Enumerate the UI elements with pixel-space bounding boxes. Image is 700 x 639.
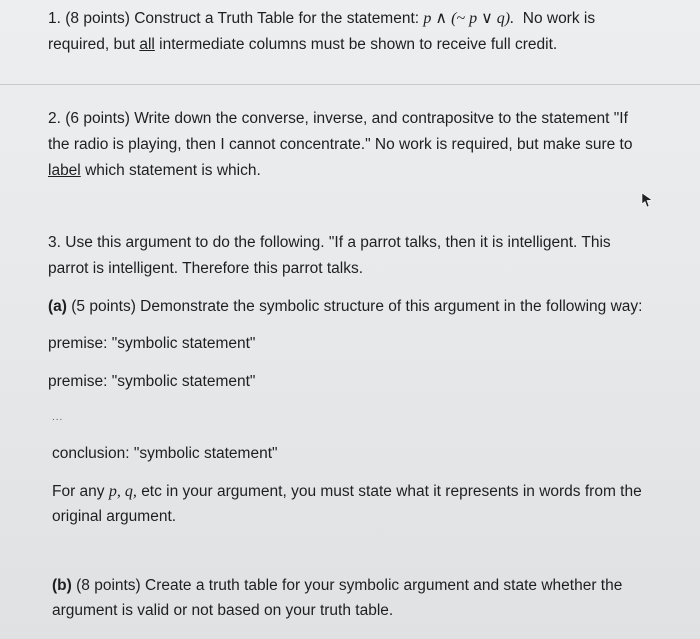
question-3-line-2: parrot is intelligent. Therefore this parrot talks. bbox=[48, 260, 364, 277]
ellipsis: ... bbox=[52, 412, 64, 423]
question-1-text-tail: No work is bbox=[522, 10, 596, 27]
question-1-number: 1. bbox=[48, 10, 61, 27]
question-3b-text: (8 points) Create a truth table for your symbolic argument and state whether the bbox=[76, 577, 623, 594]
mouse-cursor-icon bbox=[640, 192, 654, 208]
question-2-points: (6 points) bbox=[65, 110, 130, 127]
question-1-line-2-end: intermediate columns must be shown to receive full credit. bbox=[159, 36, 558, 53]
note-start: For any bbox=[52, 483, 105, 500]
question-2 bbox=[48, 106, 688, 184]
question-1-points: (8 points) bbox=[65, 10, 130, 27]
question-3b-line-2: argument is valid or not based on your truth table. bbox=[52, 602, 394, 619]
question-3a bbox=[48, 294, 642, 319]
question-1-line-2 bbox=[48, 32, 688, 58]
question-3-note-line-2: original argument. bbox=[52, 508, 177, 525]
note-end: etc in your argument, you must state what it represents in words from the bbox=[141, 483, 642, 500]
question-3-text: Use this argument to do the following. "If a parrot talks, then it is intelligent. This bbox=[65, 234, 611, 251]
question-1 bbox=[48, 6, 688, 58]
question-2-line-2: the radio is playing, then I cannot concentrate." No work is required, but make sure to bbox=[48, 136, 633, 153]
conclusion: conclusion: "symbolic statement" bbox=[52, 445, 278, 462]
question-2-text: Write down the converse, inverse, and contrapositve to the statement "If bbox=[134, 110, 628, 127]
question-3a-label: (a) bbox=[48, 298, 67, 315]
question-3 bbox=[48, 230, 688, 282]
question-2-line-3-end: which statement is which. bbox=[85, 162, 261, 179]
question-1-line-1 bbox=[48, 6, 688, 32]
note-variables: p, q, bbox=[108, 483, 137, 500]
question-3-note-line-1 bbox=[52, 479, 642, 504]
premise-2: premise: "symbolic statement" bbox=[48, 373, 256, 390]
question-3b-label: (b) bbox=[52, 577, 72, 594]
question-2-line-3 bbox=[48, 158, 688, 184]
question-2-underlined-label: label bbox=[48, 162, 81, 179]
question-1-line-2-start: required, but bbox=[48, 36, 136, 53]
question-2-number: 2. bbox=[48, 110, 61, 127]
divider bbox=[0, 84, 700, 85]
question-3-number: 3. bbox=[48, 234, 61, 251]
question-3-line-1 bbox=[48, 230, 688, 256]
question-1-underlined-all: all bbox=[139, 36, 155, 53]
question-2-line-1 bbox=[48, 106, 688, 132]
question-3b-line-1 bbox=[52, 573, 622, 598]
question-1-text: Construct a Truth Table for the statement: bbox=[134, 10, 420, 27]
question-3a-text: (5 points) Demonstrate the symbolic structure of this argument in the following way: bbox=[71, 298, 643, 315]
premise-1: premise: "symbolic statement" bbox=[48, 335, 256, 352]
question-1-formula: p ∧ (~ p ∨ q). bbox=[423, 10, 515, 27]
